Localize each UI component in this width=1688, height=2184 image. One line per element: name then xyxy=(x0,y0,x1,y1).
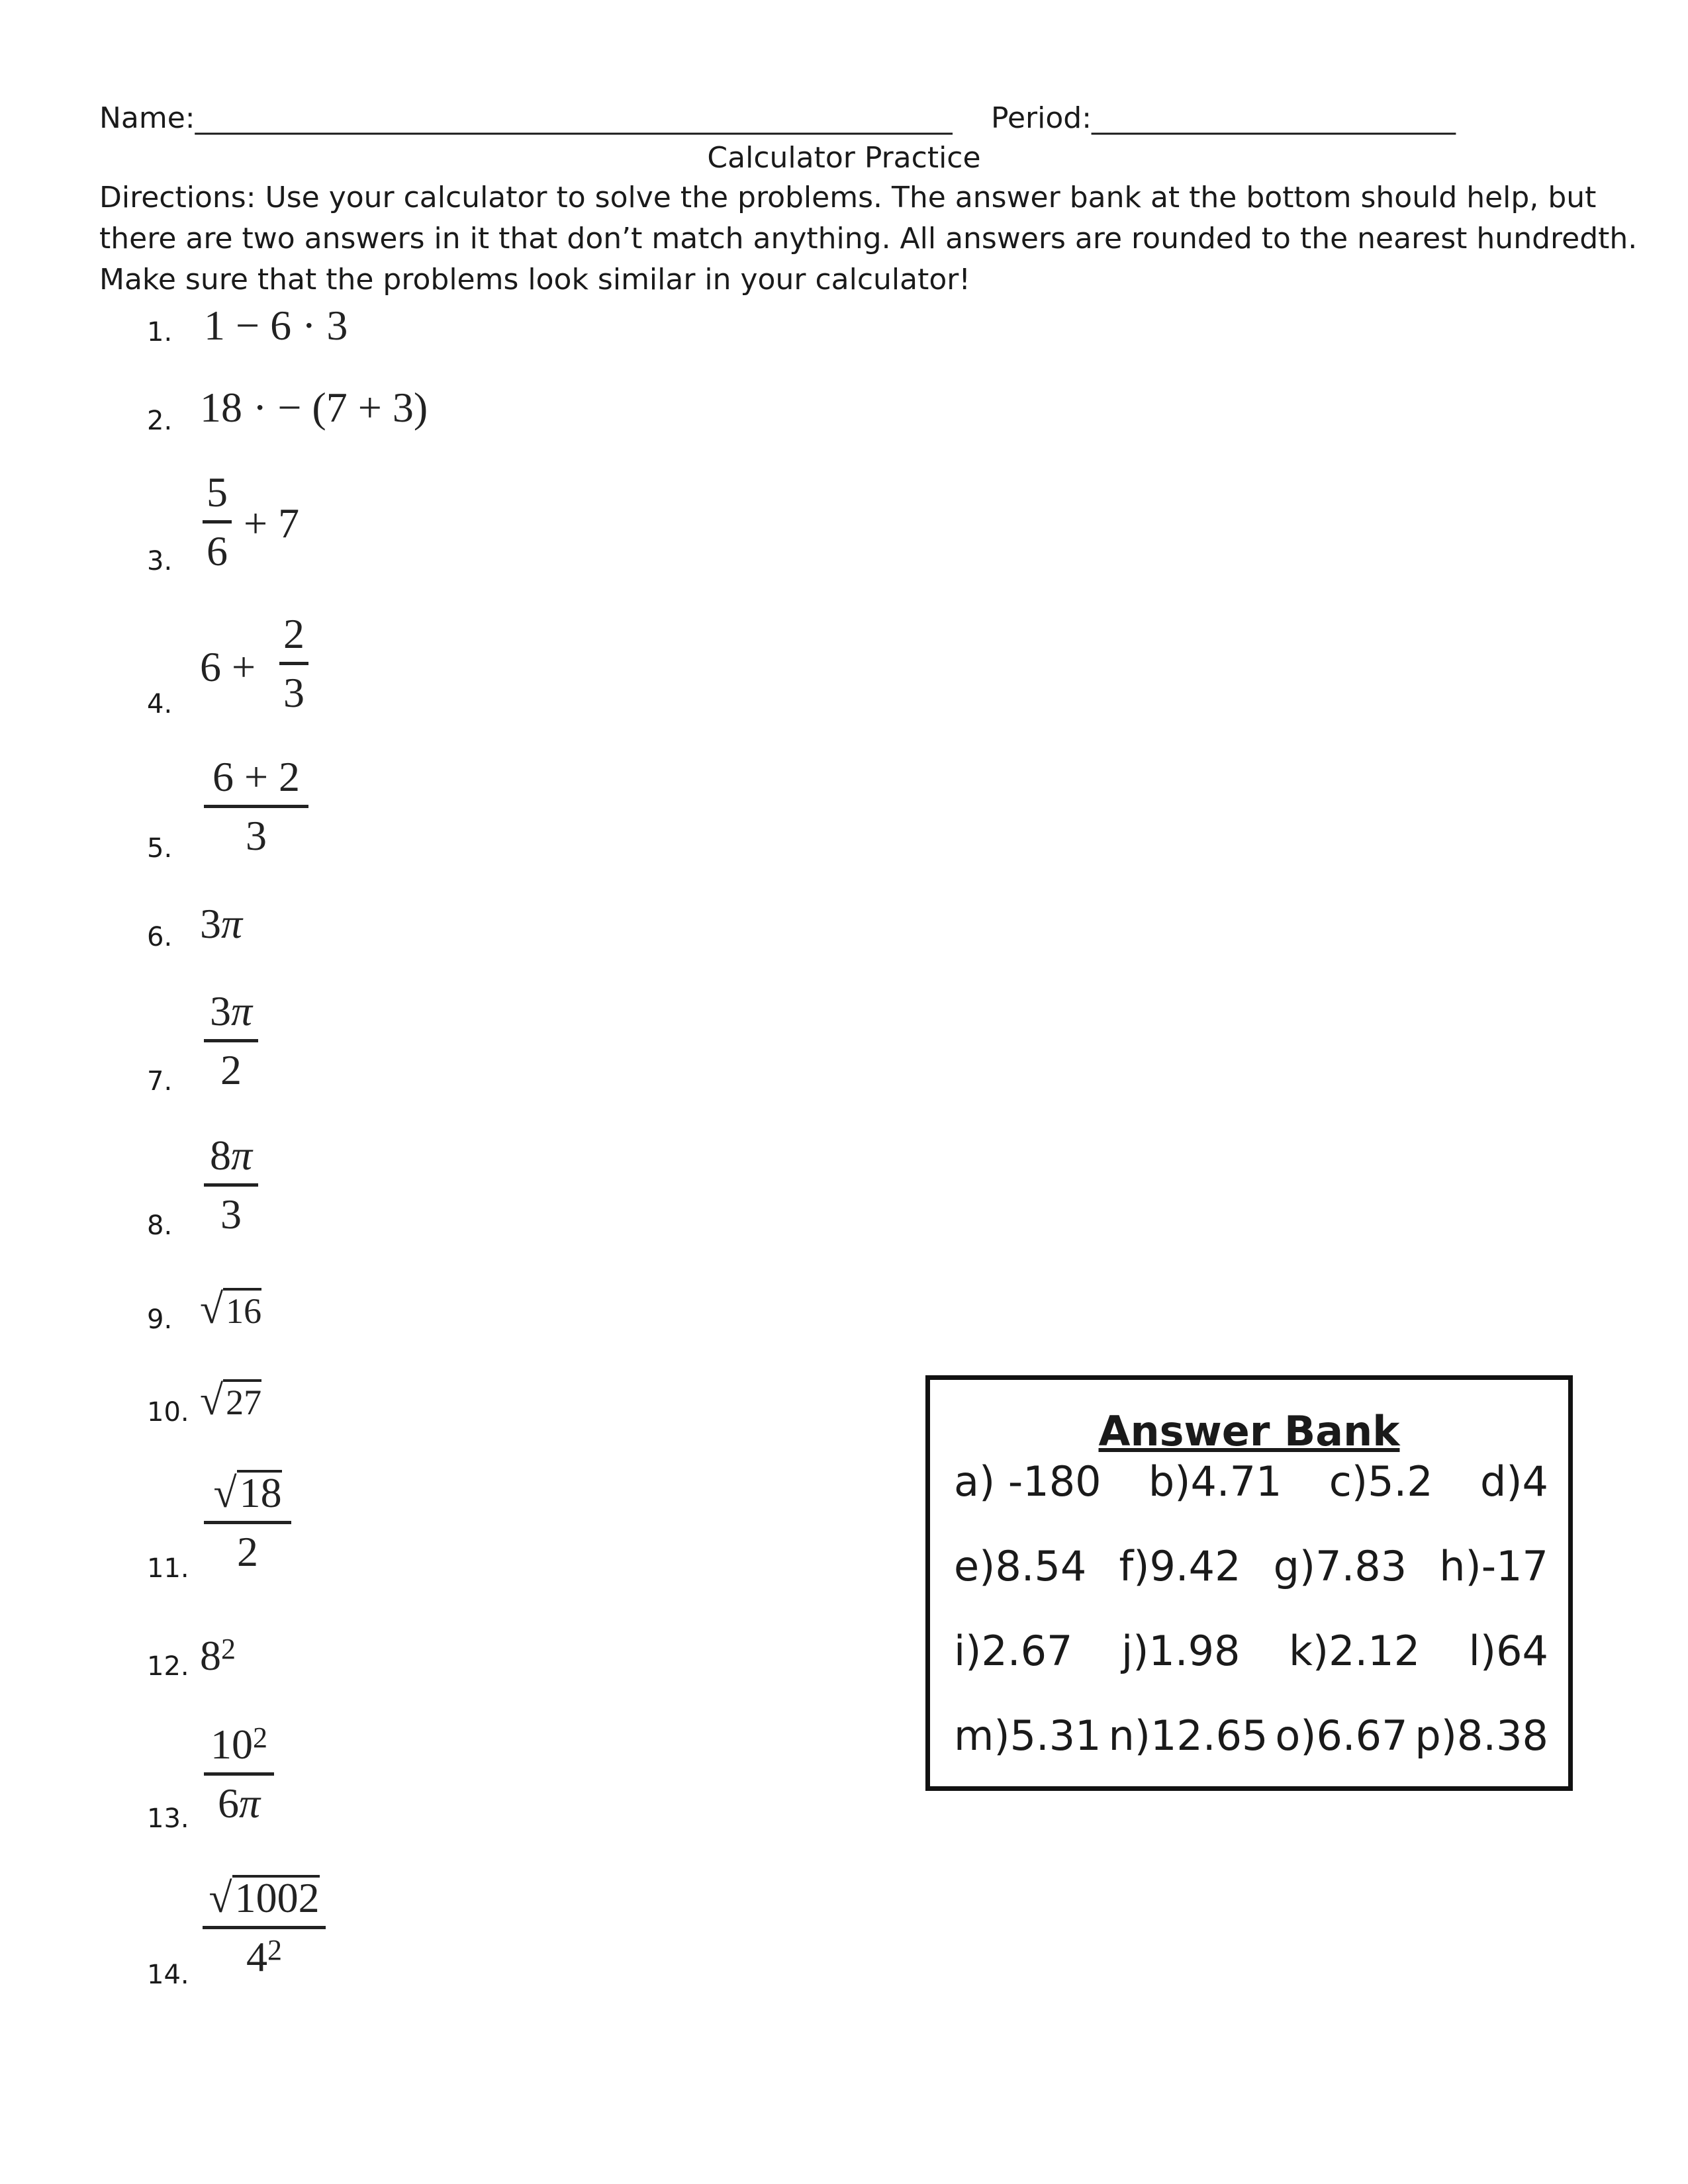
problem-4-fraction xyxy=(279,610,308,717)
fraction-bar xyxy=(204,1772,274,1776)
answer-bank-row xyxy=(954,1712,1548,1760)
radical-icon: √ xyxy=(200,1285,224,1332)
pi-symbol: π xyxy=(230,1132,253,1179)
answer-choice: l)64 xyxy=(1468,1627,1548,1675)
answer-bank-row xyxy=(954,1627,1548,1675)
problem-number: 4. xyxy=(147,689,173,719)
period-field-line[interactable]: Period:_________________________ xyxy=(991,101,1456,135)
numerator-coefficient: 3 xyxy=(209,987,231,1034)
numerator: 6 + 2 xyxy=(212,753,301,800)
numerator xyxy=(204,1132,258,1179)
exponent: 2 xyxy=(221,1633,236,1665)
problem-number: 12. xyxy=(147,1651,189,1682)
problem-13-fraction xyxy=(204,1721,274,1827)
problem-number: 11. xyxy=(147,1553,189,1584)
problem-3-fraction xyxy=(203,469,232,575)
problem-number: 5. xyxy=(147,833,173,864)
problem-7-fraction xyxy=(204,987,258,1094)
problem-number: 14. xyxy=(147,1960,189,1990)
radical-icon: √ xyxy=(213,1469,237,1516)
radicand: 27 xyxy=(223,1379,261,1423)
answer-choice: p)8.38 xyxy=(1415,1711,1548,1760)
numerator xyxy=(204,1469,291,1517)
numerator: 2 xyxy=(283,610,305,657)
radicand: 1002 xyxy=(232,1875,320,1919)
fraction-bar xyxy=(203,1926,326,1929)
problem-number: 6. xyxy=(147,922,173,952)
denominator xyxy=(203,1933,326,1981)
answer-bank-row xyxy=(954,1458,1548,1506)
answer-choice: o)6.67 xyxy=(1275,1711,1408,1760)
base: 4 xyxy=(246,1933,267,1980)
problem-11-fraction xyxy=(204,1469,291,1576)
base: 10 xyxy=(211,1721,253,1768)
answer-choice: e)8.54 xyxy=(954,1542,1087,1590)
problem-12-expression xyxy=(200,1632,236,1680)
fraction-bar xyxy=(204,805,308,808)
problem-4-prefix: 6 + xyxy=(200,643,256,690)
fraction-bar xyxy=(279,662,308,665)
problem-6-expression xyxy=(200,900,242,948)
problem-number: 10. xyxy=(147,1397,189,1428)
answer-bank-box xyxy=(925,1375,1573,1791)
denominator: 3 xyxy=(220,1191,242,1238)
radical-icon: √ xyxy=(209,1874,232,1921)
problem-8-fraction xyxy=(204,1132,258,1238)
fraction-bar xyxy=(203,520,232,523)
answer-choice: d)4 xyxy=(1479,1457,1548,1506)
answer-choice: a) -180 xyxy=(954,1457,1102,1506)
directions-line: Make sure that the problems look similar in your calculator! xyxy=(99,263,970,296)
page-title: Calculator Practice xyxy=(707,141,981,175)
answer-choice: n)12.65 xyxy=(1108,1711,1268,1760)
problem-number: 9. xyxy=(147,1304,173,1335)
denominator: 3 xyxy=(283,669,305,716)
answer-choice: c)5.2 xyxy=(1329,1457,1433,1506)
pi-symbol: π xyxy=(238,1780,261,1827)
problem-2-expression: 18 · − (7 + 3) xyxy=(200,384,428,431)
exponent: 2 xyxy=(253,1721,267,1754)
directions xyxy=(99,177,1638,300)
denominator: 2 xyxy=(220,1046,242,1093)
answer-choice: h)-17 xyxy=(1439,1542,1548,1590)
radicand: 18 xyxy=(237,1470,282,1514)
answer-bank-title: Answer Bank xyxy=(1098,1407,1400,1455)
problem-3-suffix: + 7 xyxy=(244,500,300,547)
denominator xyxy=(204,1780,274,1827)
answer-choice: j)1.98 xyxy=(1121,1627,1241,1675)
pi-symbol: π xyxy=(230,987,253,1034)
radical-icon: √ xyxy=(200,1377,224,1424)
problem-10-expression xyxy=(200,1377,261,1424)
numerator: 5 xyxy=(207,469,228,516)
exponent: 2 xyxy=(267,1934,282,1966)
problem-number: 3. xyxy=(147,546,173,576)
problem-9-expression xyxy=(200,1285,261,1333)
problem-1-expression: 1 − 6 · 3 xyxy=(204,302,348,349)
problem-number: 8. xyxy=(147,1210,173,1241)
answer-choice: b)4.71 xyxy=(1148,1457,1282,1506)
fraction-bar xyxy=(204,1521,291,1524)
fraction-bar xyxy=(204,1183,258,1187)
fraction-bar xyxy=(204,1039,258,1042)
numerator xyxy=(203,1874,326,1922)
answer-choice: k)2.12 xyxy=(1289,1627,1421,1675)
pi-symbol: π xyxy=(221,900,243,947)
base: 8 xyxy=(200,1632,221,1679)
denominator: 6 xyxy=(207,527,228,574)
answer-choice: g)7.83 xyxy=(1273,1542,1407,1590)
answer-choice: i)2.67 xyxy=(954,1627,1073,1675)
problem-number: 13. xyxy=(147,1803,189,1834)
answer-choice: f)9.42 xyxy=(1119,1542,1241,1590)
answer-bank-row xyxy=(954,1543,1548,1590)
problem-number: 1. xyxy=(147,317,173,347)
denominator: 3 xyxy=(246,812,267,859)
name-field-line[interactable]: Name:____________________________________________________ xyxy=(99,101,953,135)
coefficient: 3 xyxy=(200,900,221,947)
numerator xyxy=(204,1721,274,1768)
directions-line: Directions: Use your calculator to solve the problems. The answer bank at the bottom should help, but xyxy=(99,181,1597,214)
radicand: 16 xyxy=(223,1288,261,1332)
problem-5-fraction xyxy=(204,753,308,860)
numerator xyxy=(204,987,258,1035)
numerator-coefficient: 8 xyxy=(209,1132,231,1179)
directions-line: there are two answers in it that don’t match anything. All answers are rounded to the nearest hundredth. xyxy=(99,222,1638,255)
problem-14-fraction xyxy=(203,1874,326,1981)
answer-choice: m)5.31 xyxy=(954,1711,1102,1760)
problem-number: 2. xyxy=(147,406,173,436)
denominator: 2 xyxy=(237,1528,258,1575)
denominator-coefficient: 6 xyxy=(217,1780,239,1827)
problem-number: 7. xyxy=(147,1066,173,1097)
